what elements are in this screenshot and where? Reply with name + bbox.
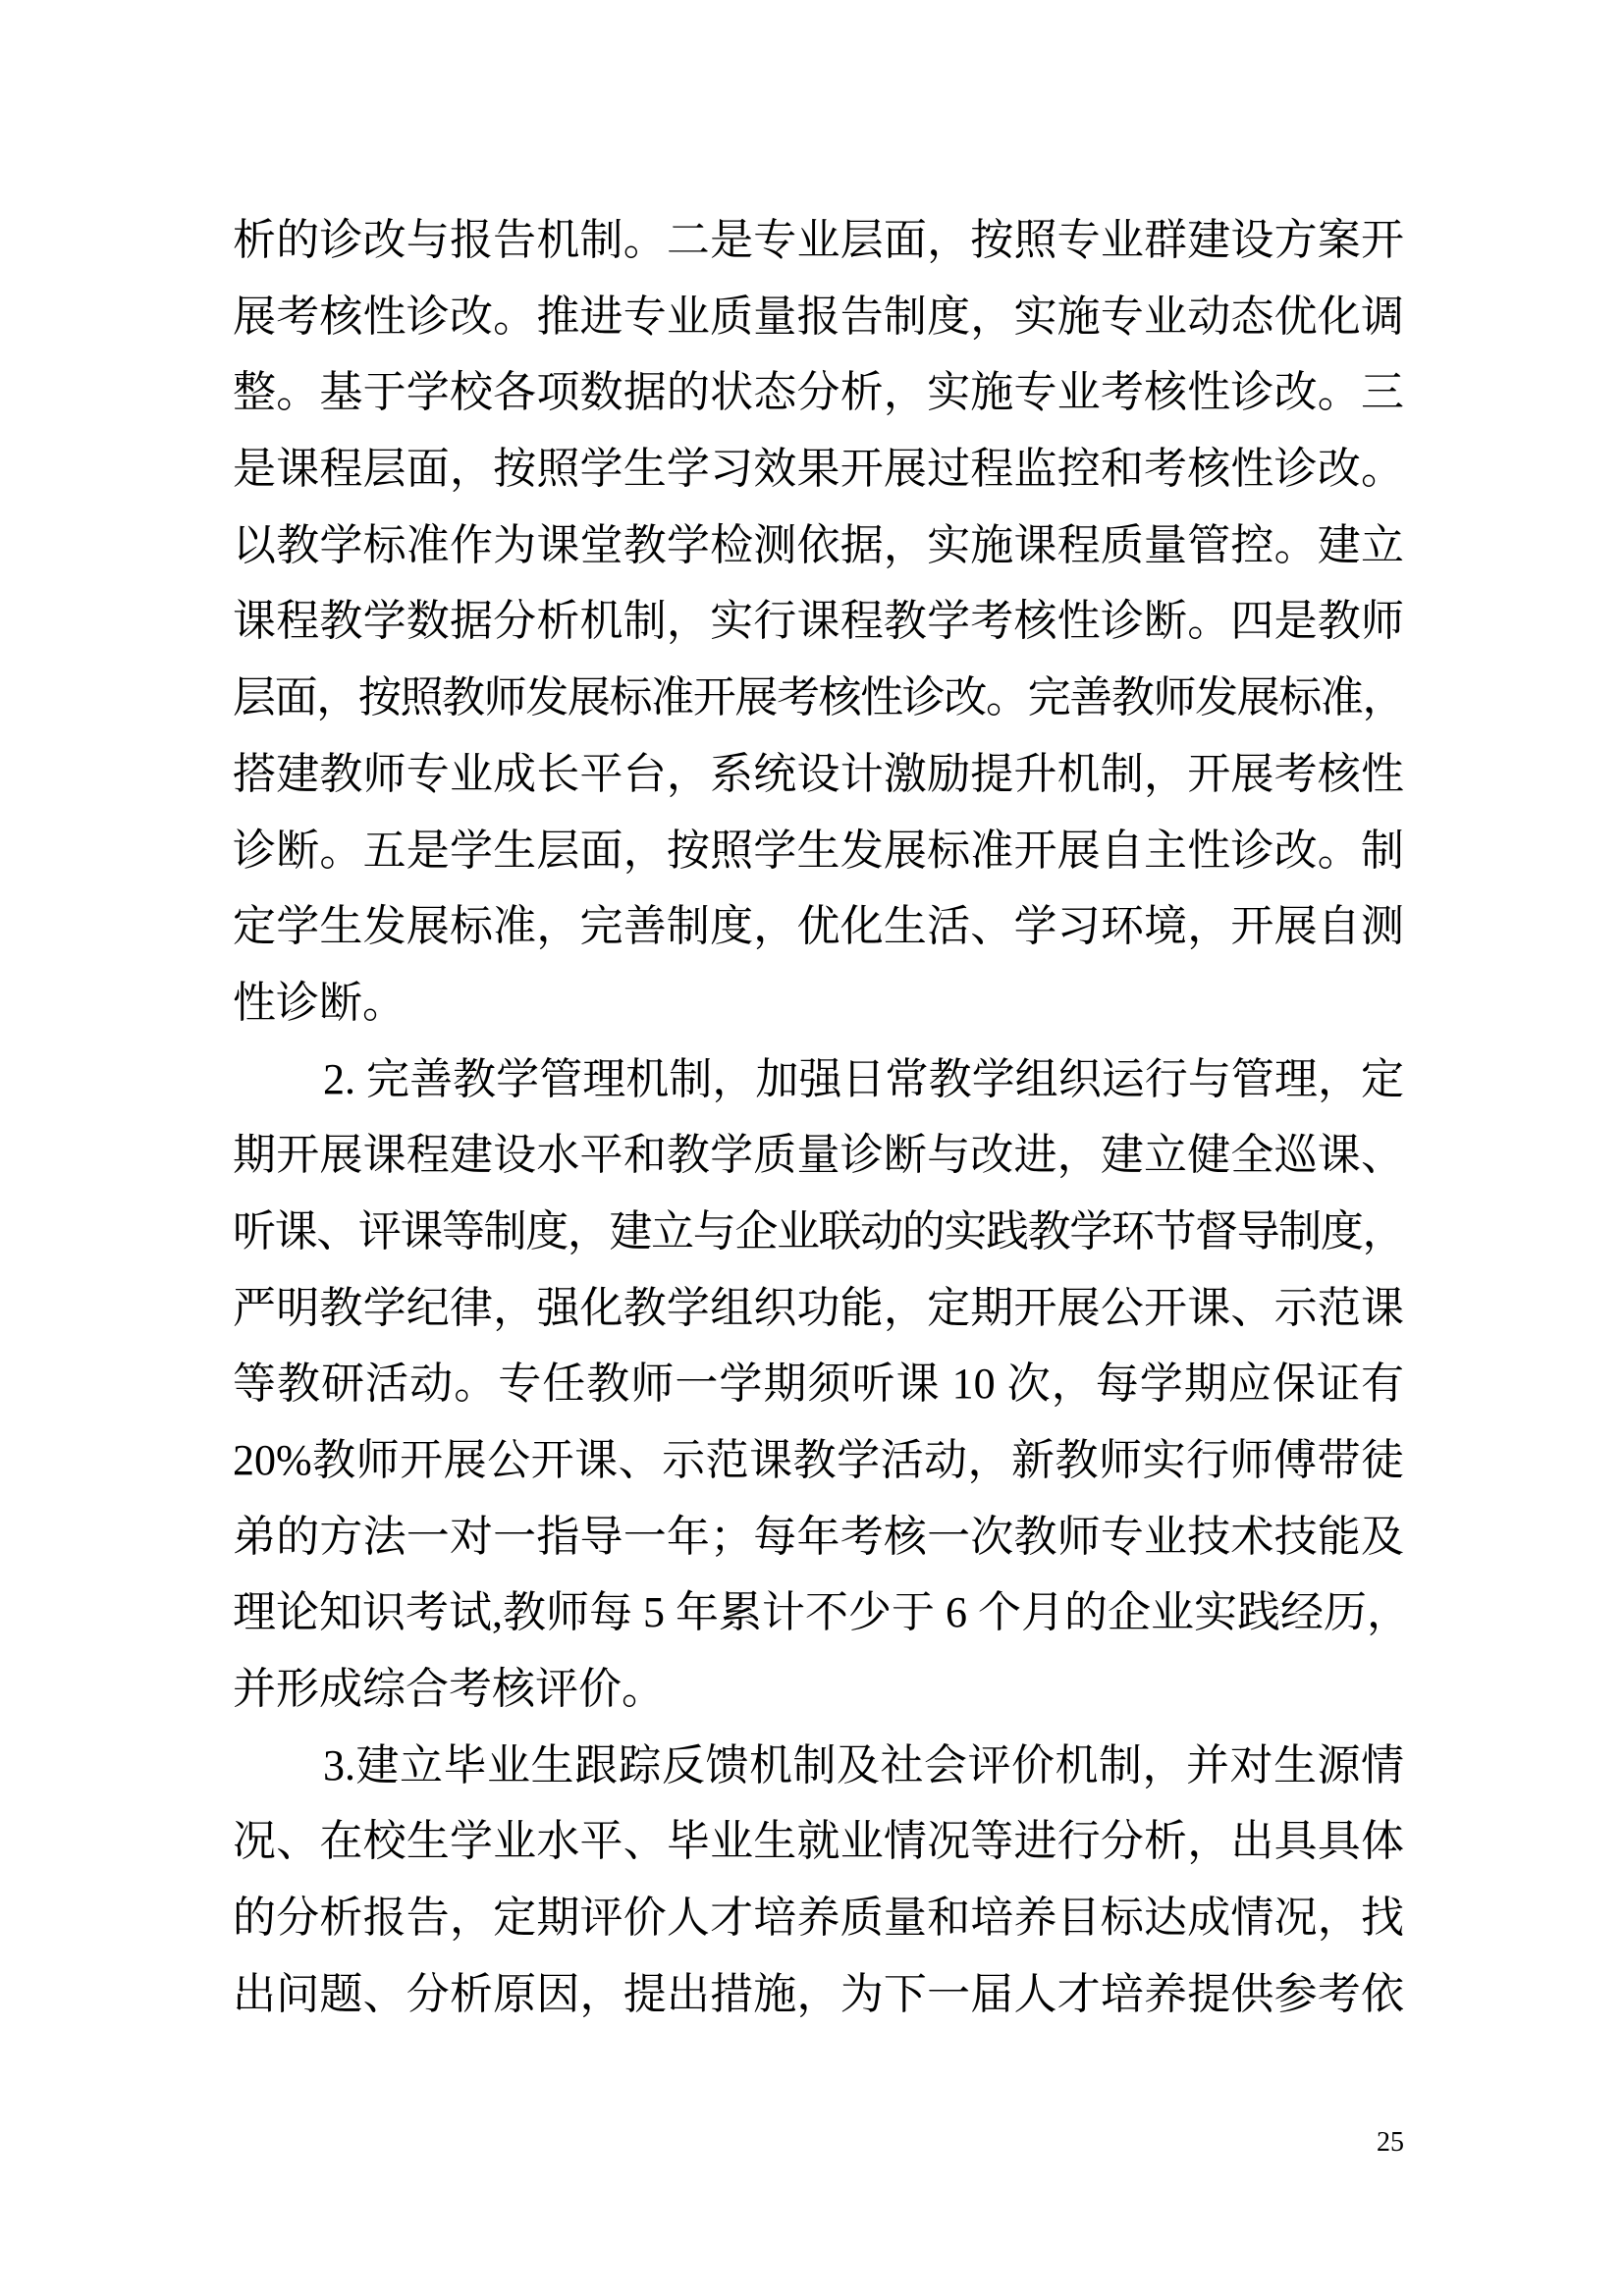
text-line: 层面，按照教师发展标准开展考核性诊改。完善教师发展标准， (233, 673, 1404, 722)
text-line: 等教研活动。专任教师一学期须听课 10 次，每学期应保证有 (233, 1360, 1404, 1409)
text-line: 性诊断。 (233, 978, 406, 1027)
text-line: 理论知识考试,教师每 5 年累计不少于 6 个月的企业实践经历， (233, 1588, 1410, 1637)
text-line: 定学生发展标准，完善制度，优化生活、学习环境，开展自测 (233, 902, 1404, 951)
text-line: 析的诊改与报告机制。二是专业层面，按照专业群建设方案开 (233, 216, 1404, 264)
text-line: 况、在校生学业水平、毕业生就业情况等进行分析，出具具体 (233, 1817, 1404, 1866)
text-line: 听课、评课等制度，建立与企业联动的实践教学环节督导制度， (233, 1206, 1404, 1255)
text-line: 整。基于学校各项数据的状态分析，实施专业考核性诊改。三 (233, 368, 1404, 417)
text-line: 2. 完善教学管理机制，加强日常教学组织运行与管理，定 (323, 1054, 1404, 1103)
text-line: 展考核性诊改。推进专业质量报告制度，实施专业动态优化调 (233, 292, 1404, 341)
text-line: 严明教学纪律，强化教学组织功能，定期开展公开课、示范课 (233, 1283, 1404, 1332)
text-line: 弟的方法一对一指导一年；每年考核一次教师专业技术技能及 (233, 1512, 1404, 1561)
page-footer (233, 2128, 1404, 2158)
text-line: 是课程层面，按照学生学习效果开展过程监控和考核性诊改。 (233, 445, 1404, 494)
text-line: 以教学标准作为课堂教学检测依据，实施课程质量管控。建立 (233, 520, 1404, 569)
text-line: 20%教师开展公开课、示范课教学活动，新教师实行师傅带徒 (233, 1436, 1404, 1484)
text-line: 的分析报告，定期评价人才培养质量和培养目标达成情况，找 (233, 1894, 1404, 1943)
text-line: 诊断。五是学生层面，按照学生发展标准开展自主性诊改。制 (233, 826, 1404, 875)
text-line: 3.建立毕业生跟踪反馈机制及社会评价机制，并对生源情 (323, 1740, 1404, 1789)
text-line: 出问题、分析原因，提出措施，为下一届人才培养提供参考依 (233, 1969, 1404, 2018)
page-number: 25 (1377, 2127, 1404, 2158)
body-text (233, 202, 1410, 2033)
text-line: 并形成综合考核评价。 (233, 1665, 665, 1714)
text-line: 搭建教师专业成长平台，系统设计激励提升机制，开展考核性 (233, 749, 1404, 798)
text-line: 期开展课程建设水平和教学质量诊断与改进，建立健全巡课、 (233, 1131, 1404, 1180)
text-line: 课程教学数据分析机制，实行课程教学考核性诊断。四是教师 (233, 597, 1404, 646)
